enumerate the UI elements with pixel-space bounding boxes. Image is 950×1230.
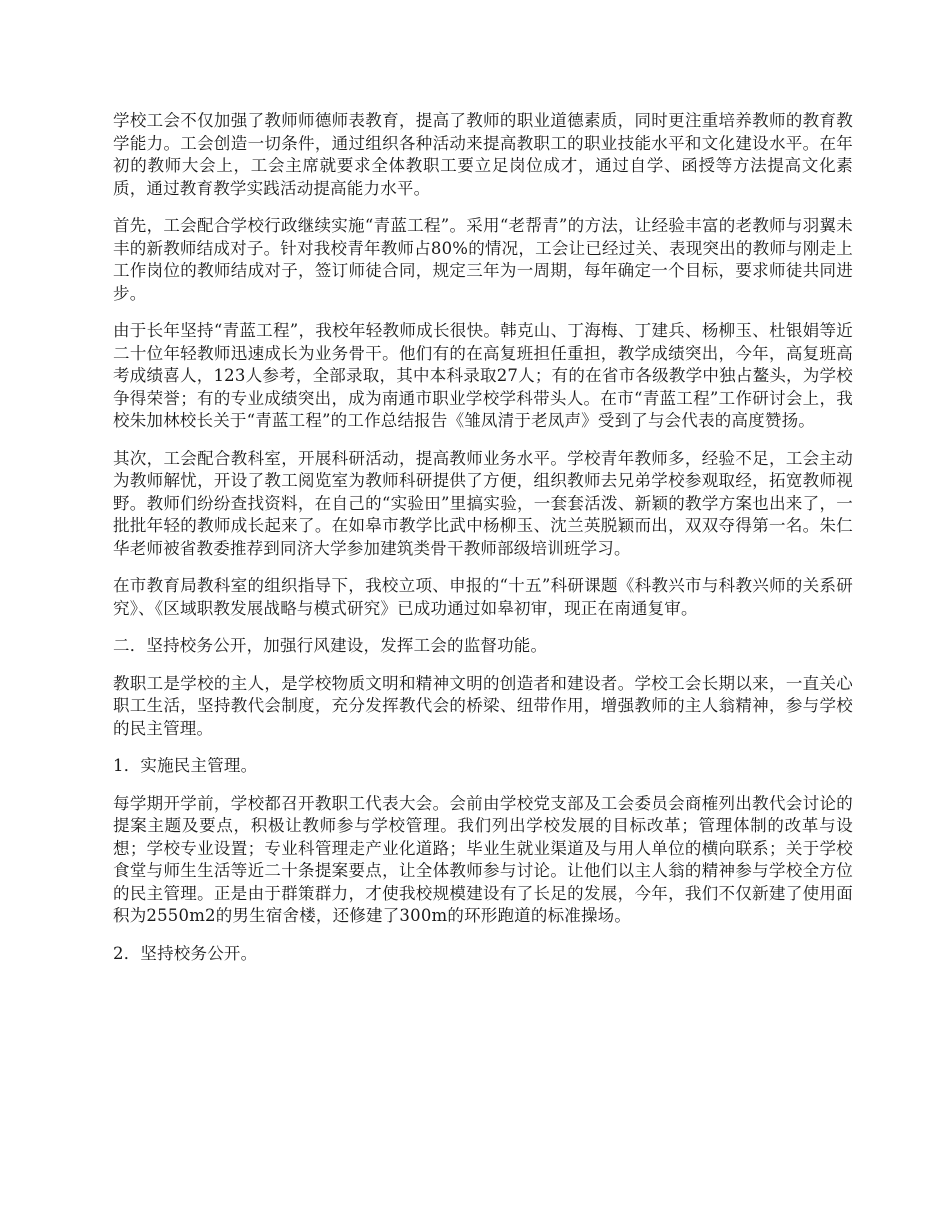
subheading-school-affairs-openness: 2．坚持校务公开。 bbox=[113, 943, 258, 963]
paragraph-qinglan-project: 首先，工会配合学校行政继续实施“青蓝工程”。采用“老帮青”的方法，让经验丰富的老教师与羽翼未丰的新教师结成对子。针对我校青年教师占80%的情况，工会让已经过关、表现突出的教师与刚走上工作岗位的教师结成对子，签订师徒合同，规定三年为一周期，每年确定一个目标，要求师徒共同进步。 bbox=[113, 216, 853, 303]
section-heading-school-affairs: 二．坚持校务公开，加强行风建设，发挥工会的监督功能。 bbox=[113, 636, 548, 655]
paragraph-staff-masters: 教职工是学校的主人，是学校物质文明和精神文明的创造者和建设者。学校工会长期以来，一直关心职工生活，坚持教代会制度，充分发挥教代会的桥梁、纽带作用，增强教师的主人翁精神，参与学校的民主管理。 bbox=[113, 673, 853, 738]
paragraph-young-teachers: 由于长年坚持“青蓝工程”，我校年轻教师成长很快。韩克山、丁海梅、丁建兵、杨柳玉、杜银娟等近二十位年轻教师迅速成长为业务骨干。他们有的在高复班担任重担，教学成绩突出，今年，高复班高考成绩喜人，123人参考，全部录取，其中本科录取27人；有的在省市各级教学中独占鳌头，为学校争得荣誉；有的专业成绩突出，成为南通市职业学校学科带头人。在市“青蓝工程”工作研讨会上，我校朱加林校长关于“青蓝工程”的工作总结报告《雏凤清于老凤声》受到了与会代表的高度赞扬。 bbox=[113, 321, 853, 430]
document-body bbox=[113, 110, 853, 980]
paragraph-research-topics: 在市教育局教科室的组织指导下，我校立项、申报的“十五”科研课题《科教兴市与科教兴师的关系研究》、《区域职教发展战略与模式研究》已成功通过如皋初审，现正在南通复审。 bbox=[113, 576, 853, 618]
paragraph-research-activities: 其次，工会配合教科室，开展科研活动，提高教师业务水平。学校青年教师多，经验不足，工会主动为教师解忧，开设了教工阅览室为教师科研提供了方便，组织教师去兄弟学校参观取经，拓宽教师视野。教师们纷纷查找资料，在自己的“实验田”里搞实验，一套套活泼、新颖的教学方案也出来了，一批批年轻的教师成长起来了。在如皋市教学比武中杨柳玉、沈兰英脱颖而出，双双夺得第一名。朱仁华老师被省教委推荐到同济大学参加建筑类骨干教师部级培训班学习。 bbox=[113, 448, 853, 558]
subheading-democratic-management: 1．实施民主管理。 bbox=[113, 756, 258, 775]
paragraph-staff-congress: 每学期开学前，学校都召开教职工代表大会。会前由学校党支部及工会委员会商榷列出教代会讨论的提案主题及要点，积极让教师参与学校管理。我们列出学校发展的目标改革；管理体制的改革与设想；学校专业设置；专业科管理走产业化道路；毕业生就业渠道及与用人单位的横向联系；关于学校食堂与师生生活等近二十条提案要点，让全体教师参与讨论。让他们以主人翁的精神参与学校全方位的民主管理。正是由于群策群力，才使我校规模建设有了长足的发展，今年，我们不仅新建了使用面积为2550m2的男生宿舍楼，还修建了300m的环形跑道的标准操场。 bbox=[113, 793, 853, 925]
paragraph-skill-training: 学校工会不仅加强了教师师德师表教育，提高了教师的职业道德素质，同时更注重培养教师的教育教学能力。工会创造一切条件，通过组织各种活动来提高教职工的职业技能水平和文化建设水平。在年初的教师大会上，工会主席就要求全体教职工要立足岗位成才，通过自学、函授等方法提高文化素质，通过教育教学实践活动提高能力水平。 bbox=[113, 111, 853, 198]
